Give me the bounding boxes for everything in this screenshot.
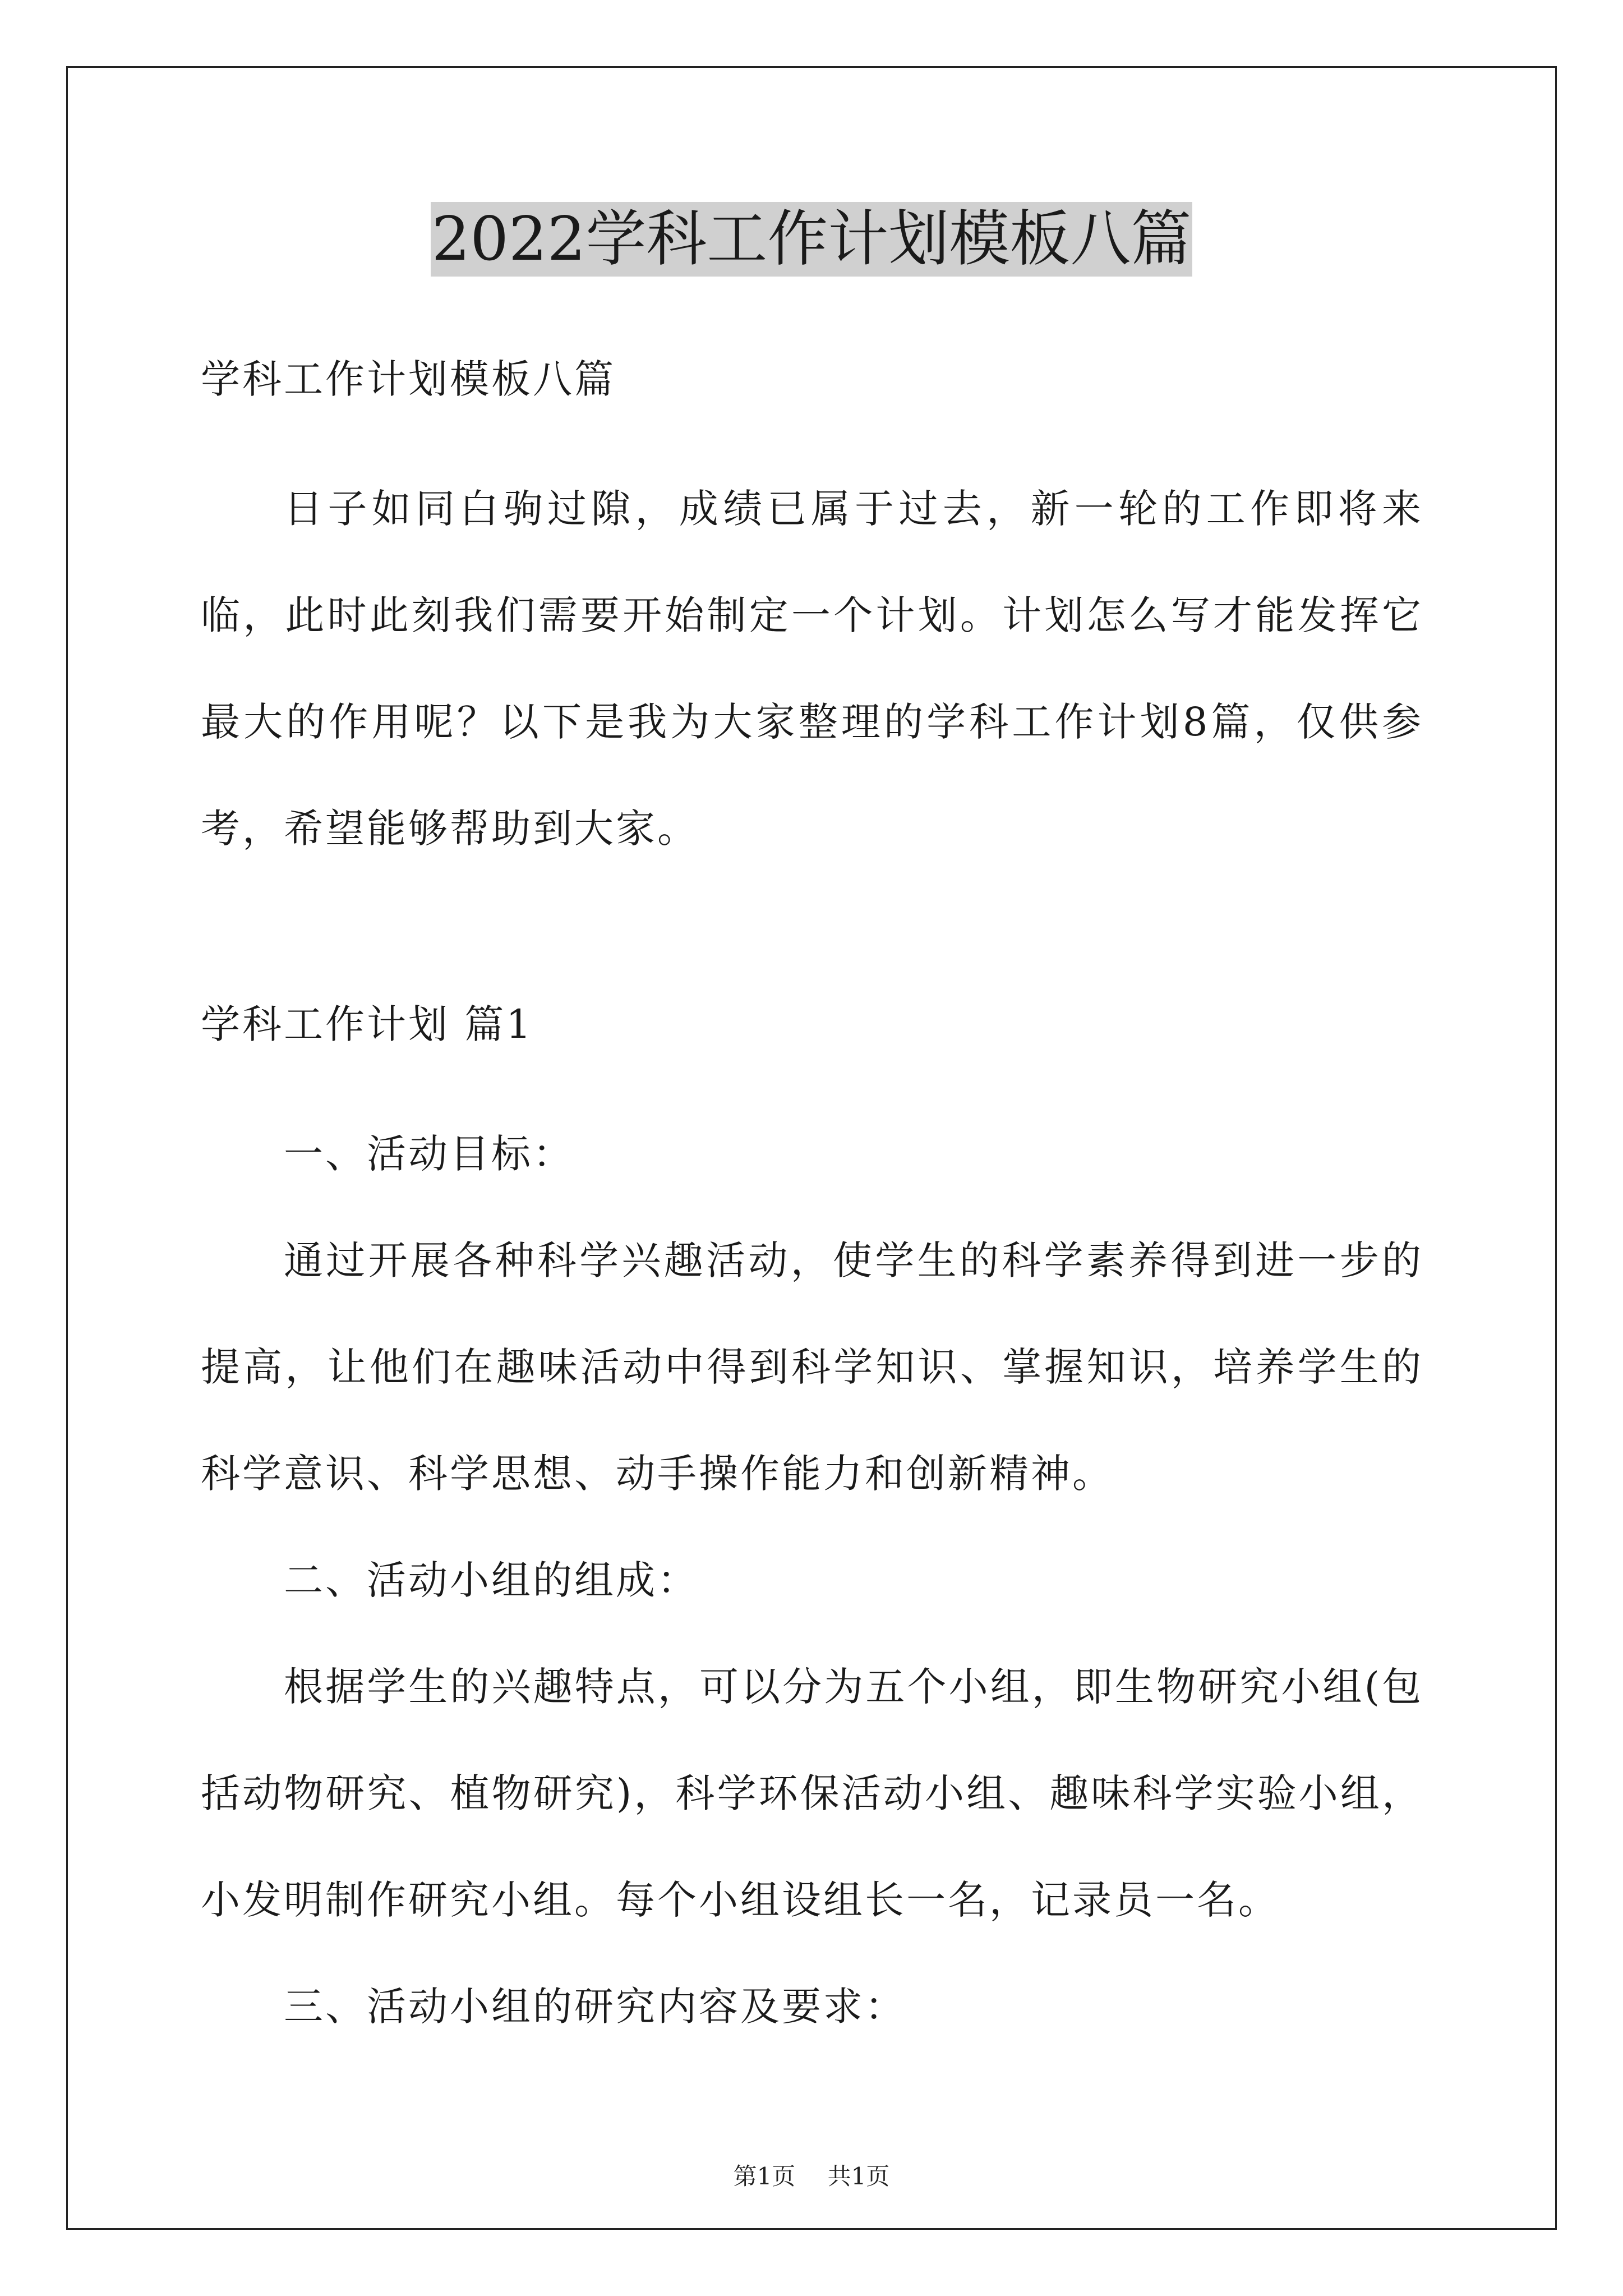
page-total: 共1页: [827, 2162, 890, 2190]
paragraph-goal-heading: 一、活动目标：: [284, 1131, 574, 1177]
paragraph-content-heading: 三、活动小组的研究内容及要求：: [284, 1984, 906, 2030]
paragraph-group-body: 根据学生的兴趣特点，可以分为五个小组，即生物研究小组(包括动物研究、植物研究)，科学环保活动小组、趣味科学实验小组，小发明制作研究小组。每个小组设组长一名，记录员一名。: [201, 1664, 1423, 1923]
paragraph-group-heading: 二、活动小组的组成：: [284, 1557, 699, 1603]
intro-paragraph: 日子如同白驹过隙，成绩已属于过去，新一轮的工作即将来临，此时此刻我们需要开始制定一个计划。计划怎么写才能发挥它最大的作用呢？以下是我为大家整理的学科工作计划8篇，仅供参考，希望能够帮助到大家。: [201, 486, 1423, 852]
document-title-text: 2022学科工作计划模板八篇: [431, 202, 1193, 277]
document-title: [0, 203, 1623, 276]
section-heading: 学科工作计划 篇1: [201, 1001, 533, 1047]
document-subtitle: 学科工作计划模板八篇: [201, 356, 616, 402]
page-footer: [0, 2161, 1623, 2192]
paragraph-goal-body: 通过开展各种科学兴趣活动，使学生的科学素养得到进一步的提高，让他们在趣味活动中得到科学知识、掌握知识，培养学生的科学意识、科学思想、动手操作能力和创新精神。: [201, 1237, 1423, 1497]
page-number: 第1页: [733, 2162, 796, 2190]
